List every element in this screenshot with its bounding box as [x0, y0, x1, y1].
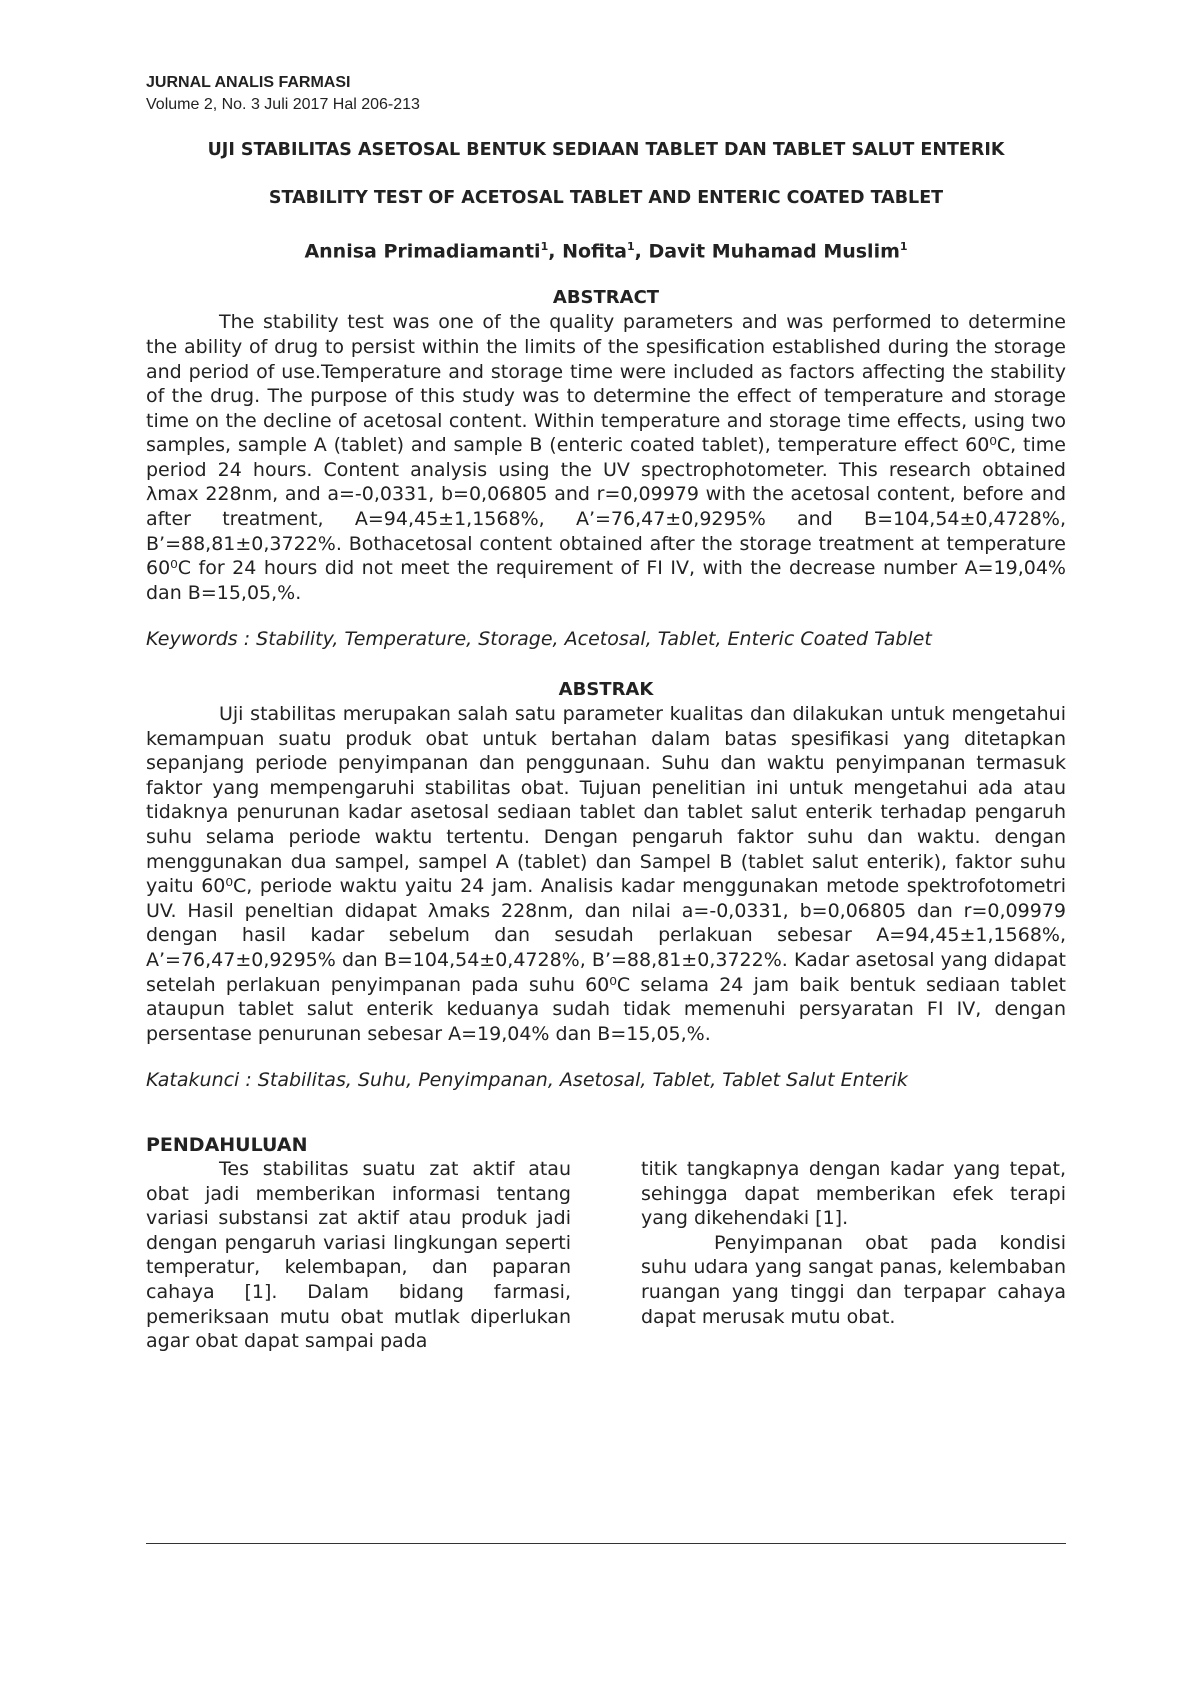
introduction-paragraph: Tes stabilitas suatu zat aktif atau obat jadi memberikan informasi tentang variasi substansi zat aktif atau produk jadi dengan pengaruh variasi lingkungan seperti temperatur, kelembapan, dan paparan cahaya [1]. Dalam bidang farmasi, pemeriksaan mutu obat mutlak diperlukan agar obat dapat sampai pada — [146, 1157, 571, 1353]
two-column-body — [146, 1157, 1066, 1354]
journal-header — [146, 72, 1066, 116]
author-affiliation: 1 — [899, 240, 908, 253]
journal-volume-info: Volume 2, No. 3 Juli 2017 Hal 206-213 — [146, 96, 420, 113]
paper-page — [146, 72, 1066, 1354]
journal-name: JURNAL ANALIS FARMASI — [146, 74, 351, 91]
author-affiliation: 1 — [627, 240, 635, 253]
right-column — [641, 1157, 1066, 1354]
author-name: Annisa Primadiamanti — [304, 240, 541, 263]
paper-title-english: STABILITY TEST OF ACETOSAL TABLET AND ENTERIC COATED TABLET — [268, 188, 944, 208]
author-separator: , — [634, 240, 649, 263]
left-column — [146, 1157, 571, 1354]
author-separator: , — [548, 240, 563, 263]
author-affiliation: 1 — [540, 240, 549, 253]
abstract-heading: ABSTRACT — [552, 287, 660, 309]
author-name: Nofita — [562, 240, 628, 263]
abstrak-text: Uji stabilitas merupakan salah satu parameter kualitas dan dilakukan untuk mengetahui kemampuan suatu produk obat untuk bertahan dalam batas spesifikasi yang ditetapkan sepanjang periode penyimpanan dan penggunaan. Suhu dan waktu penyimpanan termasuk faktor yang mempengaruhi stabilitas obat. Tujuan penelitian ini untuk mengetahui ada atau tidaknya penurunan kadar asetosal sediaan tablet dan tablet salut enterik terhadap pengaruh suhu selama periode waktu tertentu. Dengan pengaruh faktor suhu dan waktu. dengan menggunakan dua sampel, sampel A (tablet) dan Sampel B (tablet salut enterik), faktor suhu yaitu 60⁰C, periode waktu yaitu 24 jam. Analisis kadar menggunakan metode spektrofotometri UV. Hasil peneltian didapat λmaks 228nm, dan nilai a=-0,0331, b=0,06805 dan r=0,09979 dengan hasil kadar sebelum dan sesudah perlakuan sebesar A=94,45±1,1568%, A’=76,47±0,9295% dan B=104,54±0,4728%, B’=88,81±0,3722%. Kadar asetosal yang didapat setelah perlakuan penyimpanan pada suhu 60⁰C selama 24 jam baik bentuk sediaan tablet ataupun tablet salut enterik keduanya sudah tidak memenuhi persyaratan FI IV, dengan persentase penurunan sebesar A=19,04% dan B=15,05,%. — [146, 703, 1066, 1045]
paper-title-indonesian: UJI STABILITAS ASETOSAL BENTUK SEDIAAN TABLET DAN TABLET SALUT ENTERIK — [207, 140, 1005, 160]
author-list — [146, 234, 1066, 264]
footer-divider — [146, 1543, 1066, 1544]
introduction-heading: PENDAHULUAN — [146, 1133, 308, 1156]
abstrak-heading: ABSTRAK — [558, 679, 654, 701]
author-name: Davit Muhamad Muslim — [648, 240, 900, 263]
introduction-paragraph: Penyimpanan obat pada kondisi suhu udara yang sangat panas, kelembaban ruangan yang tinggi dan terpapar cahaya dapat merusak mutu obat. — [641, 1231, 1066, 1328]
abstract-keywords: Keywords : Stability, Temperature, Storage, Acetosal, Tablet, Enteric Coated Tablet — [146, 628, 932, 651]
abstrak-keywords: Katakunci : Stabilitas, Suhu, Penyimpanan, Asetosal, Tablet, Tablet Salut Enterik — [146, 1069, 908, 1092]
introduction-paragraph-continued: titik tangkapnya dengan kadar yang tepat, sehingga dapat memberikan efek terapi yang dikehendaki [1]. — [641, 1157, 1066, 1230]
abstract-text: The stability test was one of the quality parameters and was performed to determine the ability of drug to persist within the limits of the spesification established during the storage and period of use.Temperature and storage time were included as factors affecting the stability of the drug. The purpose of this study was to determine the effect of temperature and storage time on the decline of acetosal content. Within temperature and storage time effects, using two samples, sample A (tablet) and sample B (enteric coated tablet), temperature effect 60⁰C, time period 24 hours. Content analysis using the UV spectrophotometer. This research obtained λmax 228nm, and a=-0,0331, b=0,06805 and r=0,09979 with the acetosal content, before and after treatment, A=94,45±1,1568%, A’=76,47±0,9295% and B=104,54±0,4728%, B’=88,81±0,3722%. Bothacetosal content obtained after the storage treatment at temperature 60⁰C for 24 hours did not meet the requirement of FI IV, with the decrease number A=19,04% dan B=15,05,%. — [146, 311, 1066, 604]
